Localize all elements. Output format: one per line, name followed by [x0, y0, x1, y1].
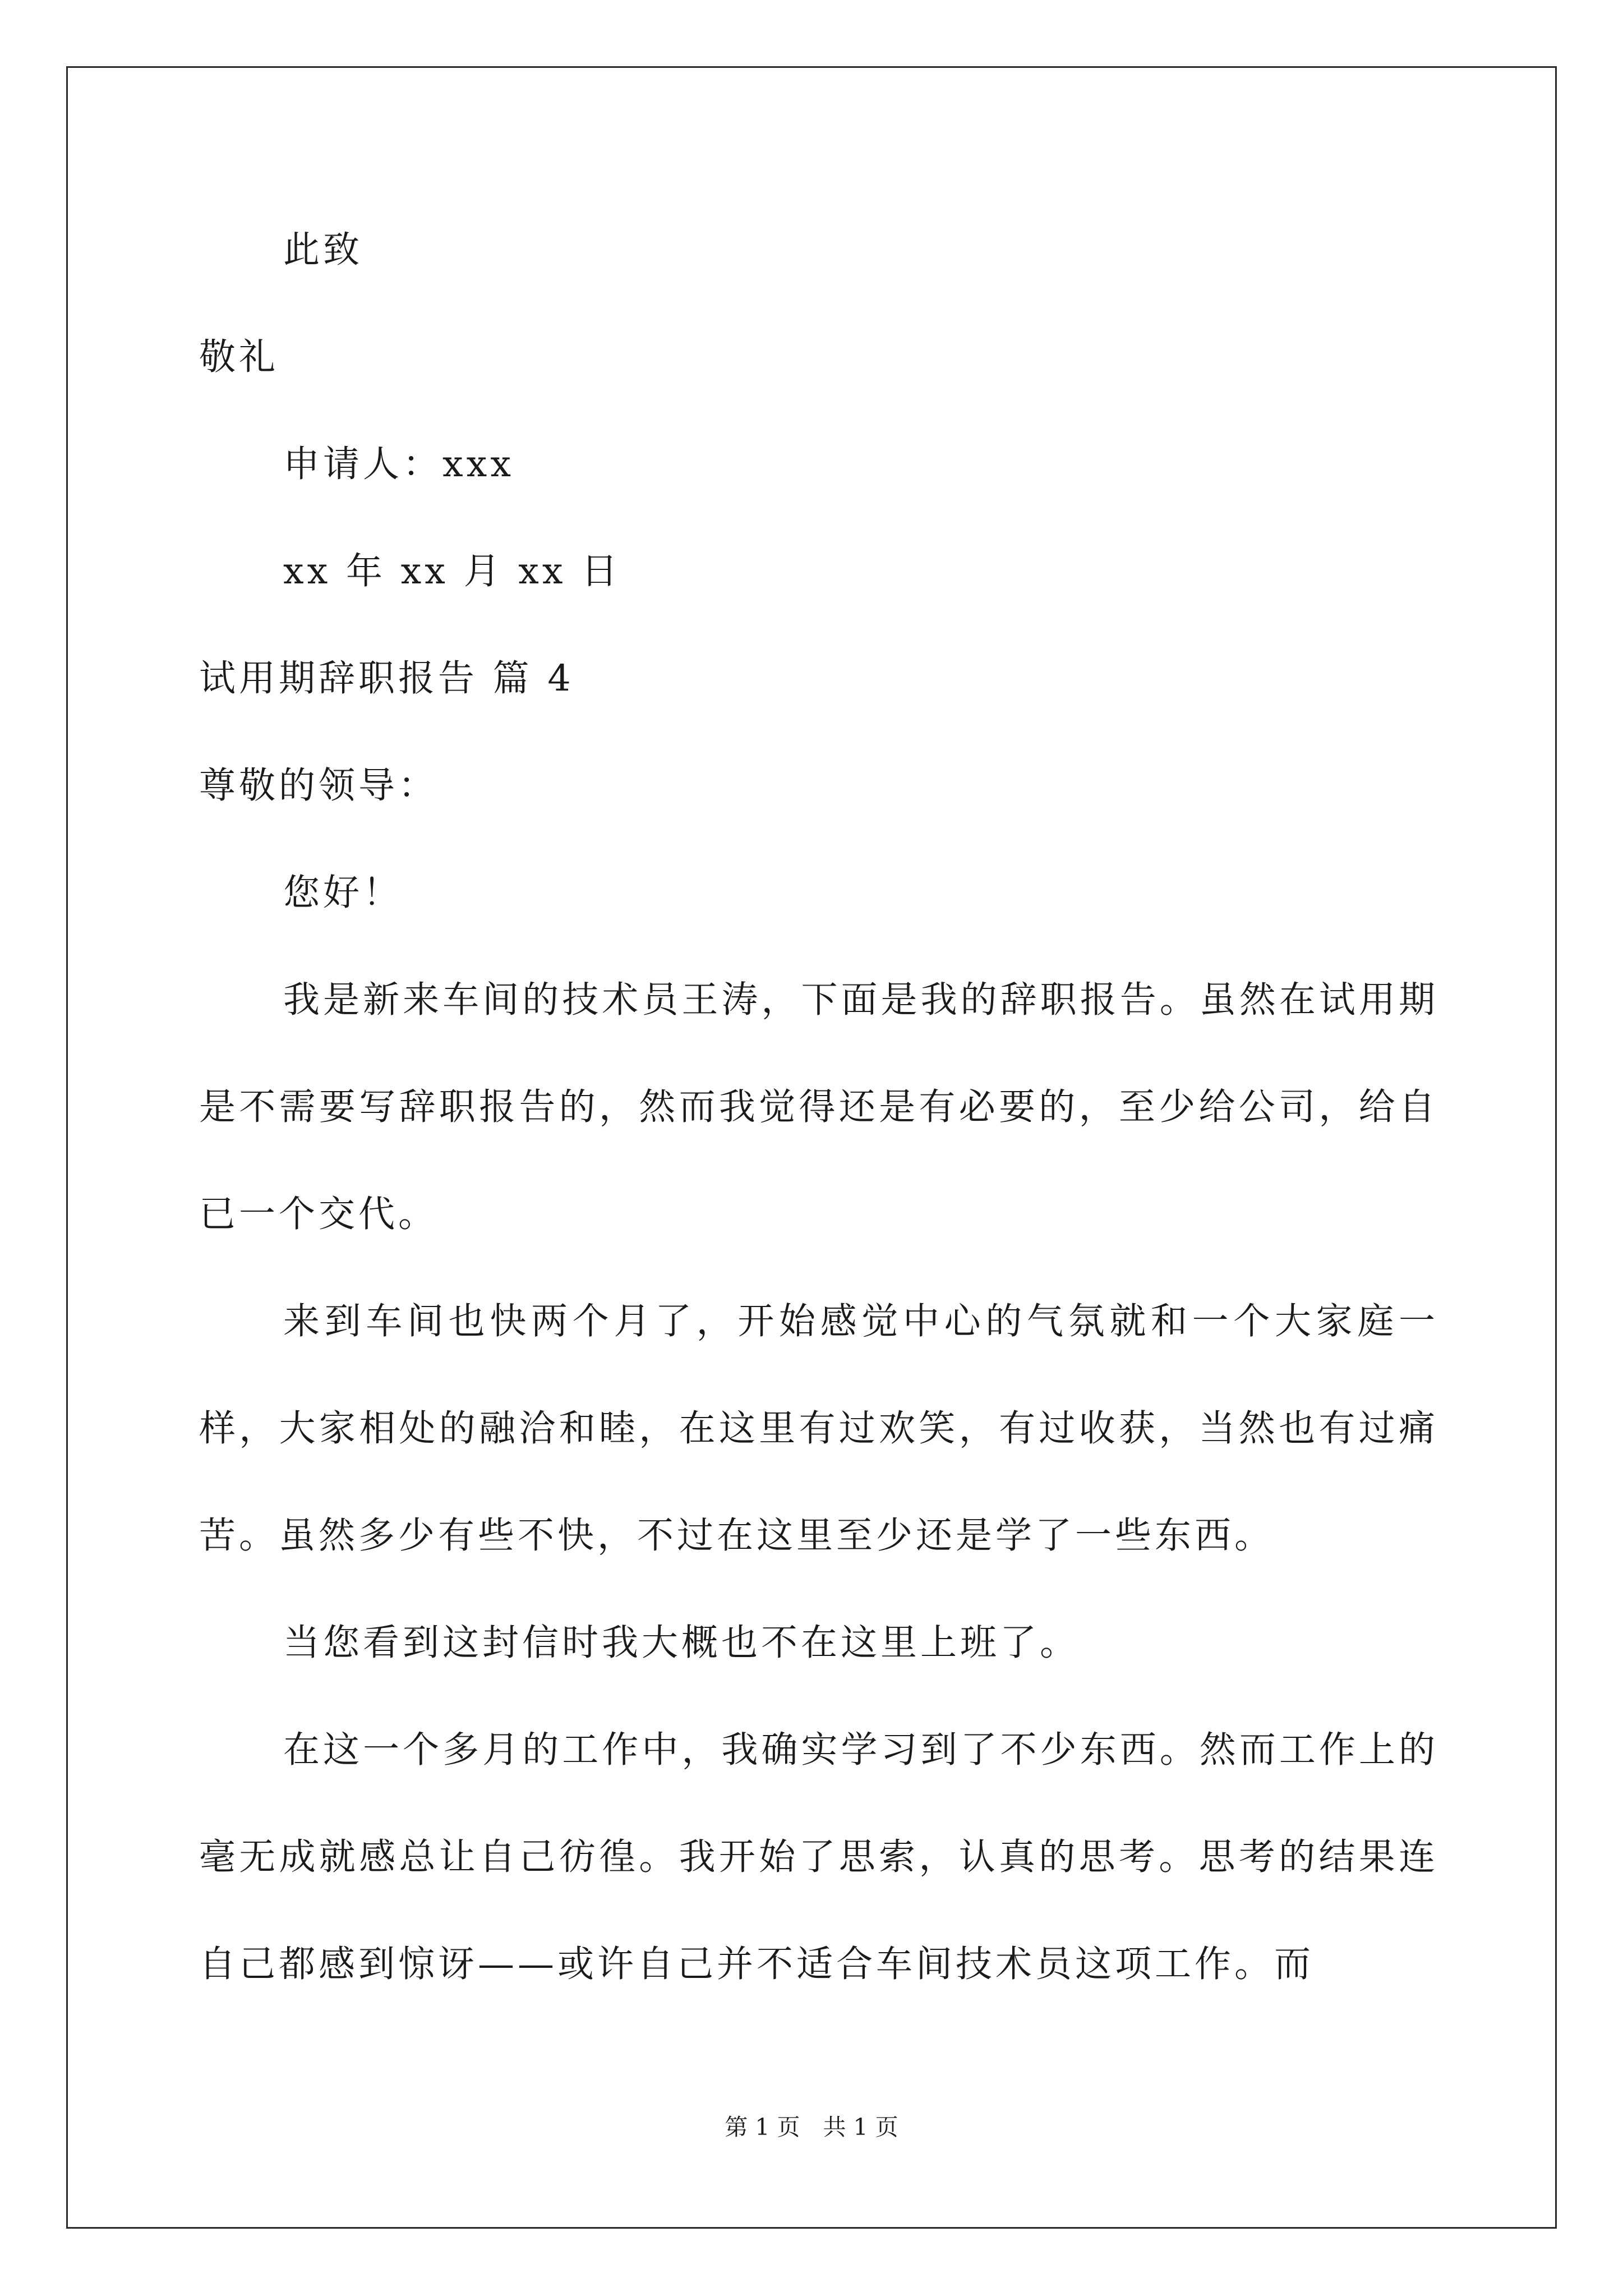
- page-number-footer: 第 1 页 共 1 页: [725, 2114, 898, 2141]
- body-paragraph-1: 我是新来车间的技术员王涛，下面是我的辞职报告。虽然在试用期是不需要写辞职报告的，然而我觉得还是有必要的，至少给公司，给自已一个交代。: [199, 979, 1438, 1235]
- hello-line: 您好！: [283, 872, 403, 914]
- closing-line: 此致: [283, 229, 363, 271]
- section-title: 试用期辞职报告 篇 4: [199, 657, 574, 700]
- body-paragraph-4: 在这一个多月的工作中，我确实学习到了不少东西。然而工作上的毫无成就感总让自己彷徨。我开始了思索，认真的思考。思考的结果连自己都感到惊讶——或许自己并不适合车间技术员这项工作。而: [199, 1729, 1438, 1985]
- greeting-line: 尊敬的领导：: [199, 765, 439, 807]
- date-line: xx 年 xx 月 xx 日: [283, 550, 621, 592]
- body-paragraph-3: 当您看到这封信时我大概也不在这里上班了。: [283, 1622, 1080, 1664]
- salute-line: 敬礼: [199, 336, 279, 378]
- document-body: [199, 196, 1438, 2018]
- applicant-line: 申请人：xxx: [283, 443, 514, 485]
- body-paragraph-2: 来到车间也快两个月了，开始感觉中心的气氛就和一个大家庭一样，大家相处的融洽和睦，在这里有过欢笑，有过收获，当然也有过痛苦。虽然多少有些不快，不过在这里至少还是学了一些东西。: [199, 1300, 1438, 1557]
